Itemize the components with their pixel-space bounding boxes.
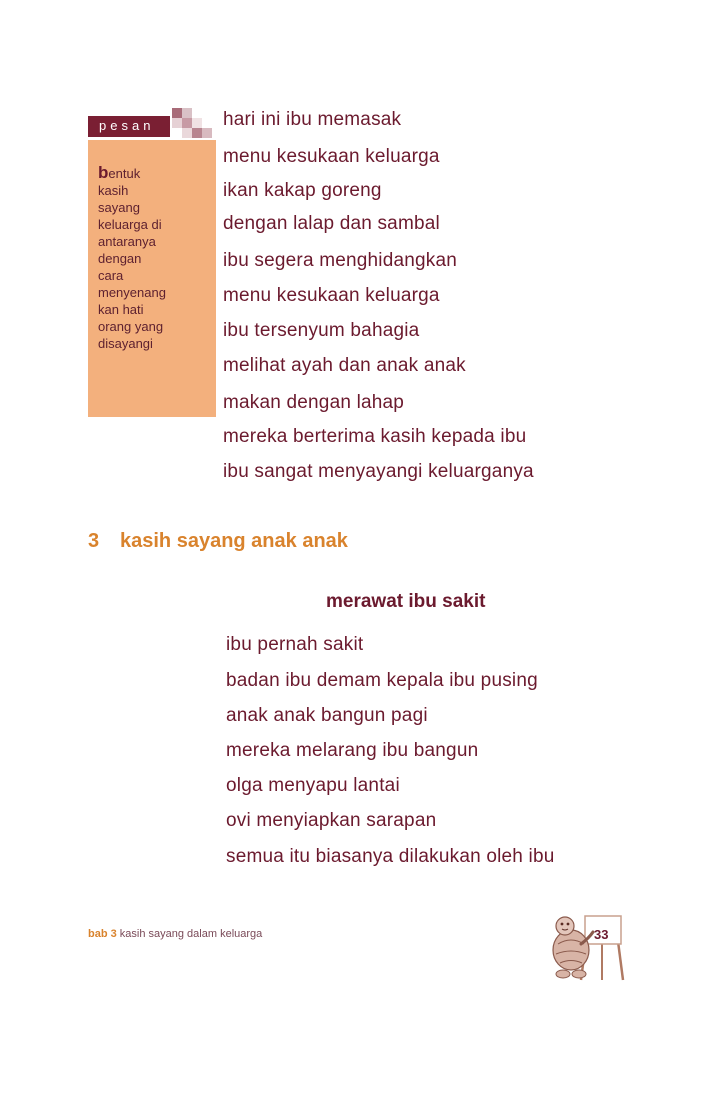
poem-title: merawat ibu sakit [326,591,486,612]
poem-line: ibu pernah sakit [226,634,364,655]
footer-chapter: bab 3 [88,928,117,940]
decor-square [172,108,182,118]
decor-square [182,108,192,118]
message-sidebar [88,112,216,417]
section-number: 3 [88,530,100,552]
poem-line: ovi menyiapkan sarapan [226,810,437,831]
decor-square [172,118,182,128]
decor-square [182,118,192,128]
poem-line: ibu tersenyum bahagia [223,320,420,341]
page-number: 33 [594,927,609,942]
poem-line: anak anak bangun pagi [226,705,428,726]
message-body [88,140,216,417]
poem-line: menu kesukaan keluarga [223,146,440,167]
poem-line: ibu segera menghidangkan [223,250,458,271]
turtle-easel-illustration [541,908,625,982]
decor-square [202,128,212,138]
poem-line: badan ibu demam kepala ibu pusing [226,670,538,691]
decor-square [192,128,202,138]
page-footer [88,928,262,940]
message-header [88,112,216,140]
message-text-rest: entuk kasih sayang keluarga di antaranya dengan cara menyenang kan hati orang yang disayangi [98,166,166,351]
poem-line: dengan lalap dan sambal [223,213,440,234]
message-first-letter: b [98,163,109,182]
poem-line: hari ini ibu memasak [223,109,402,130]
poem-line: ikan kakap goreng [223,180,382,201]
poem-line: makan dengan lahap [223,392,405,413]
decor-square [182,128,192,138]
section-heading [88,530,348,553]
poem-line: semua itu biasanya dilakukan oleh ibu [226,846,555,867]
poem-line: menu kesukaan keluarga [223,285,440,306]
decor-square [192,118,202,128]
section-title: kasih sayang anak anak [120,530,348,552]
poem-line: mereka melarang ibu bangun [226,740,479,761]
message-label: pesan [99,118,155,133]
poem-line: olga menyapu lantai [226,775,400,796]
message-text [98,164,210,352]
footer-chapter-title: kasih sayang dalam keluarga [119,928,263,940]
poem-line: ibu sangat menyayangi keluarganya [223,461,534,482]
poem-line: melihat ayah dan anak anak [223,355,466,376]
poem-line: mereka berterima kasih kepada ibu [223,426,527,447]
turtle-easel-icon [541,908,625,982]
